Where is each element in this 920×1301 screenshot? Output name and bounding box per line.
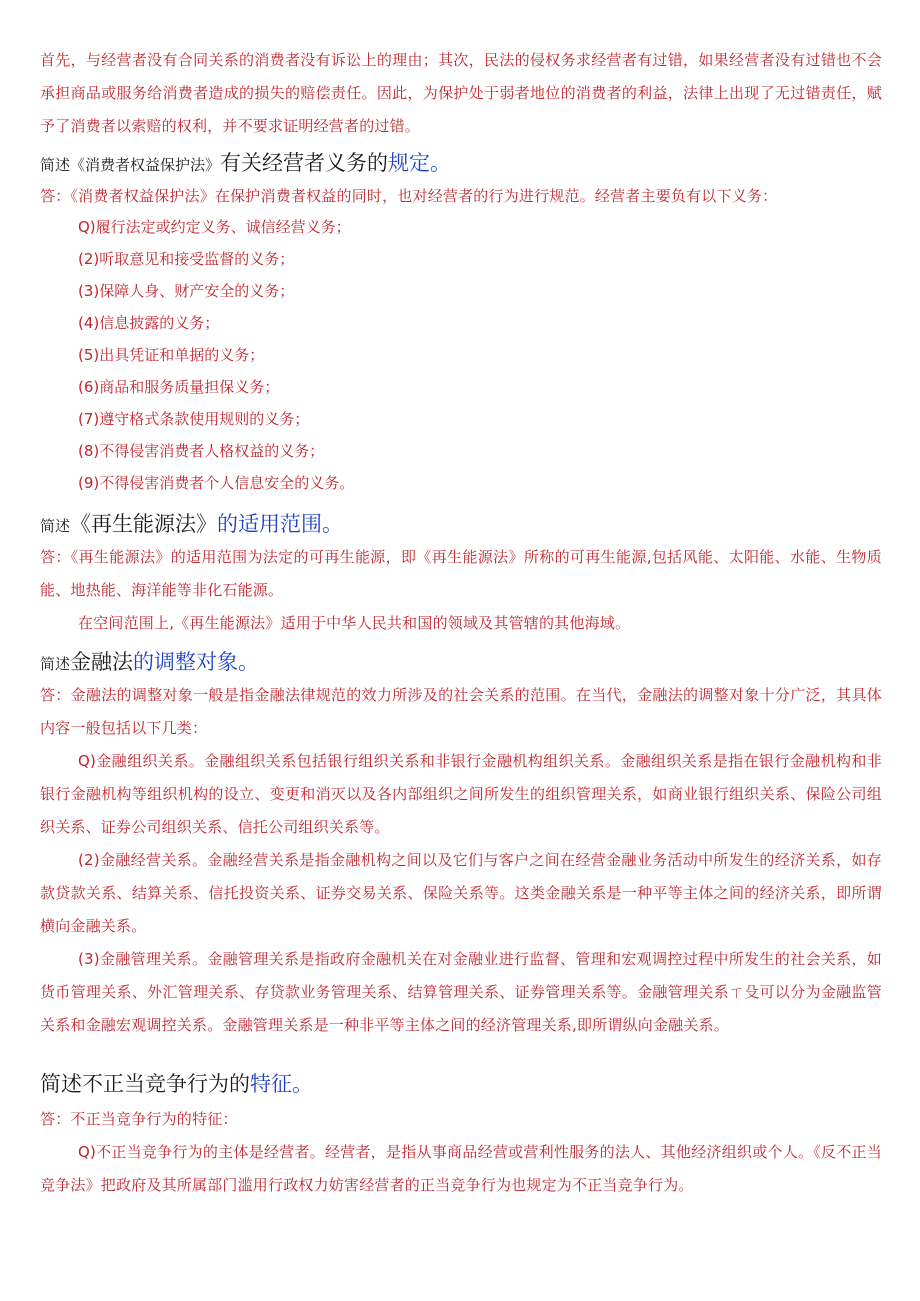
question-3-heading bbox=[40, 645, 882, 681]
q3-item-3: (3)金融管理关系。金融管理关系是指政府金融机关在对金融业进行监督、管理和宏观调控过程中所发生的社会关系，如货币管理关系、外汇管理关系、存贷款业务管理关系、结算管理关系、证券管理关系等。金融管理关系ㄒ殳可以分为金融监管关系和金融宏观调控关系。金融管理关系是一种非平等主体之间的经济管理关系,即所谓纵向金融关系。 bbox=[40, 950, 882, 1034]
question-3-answer bbox=[40, 679, 882, 1042]
intro-section bbox=[40, 44, 882, 143]
q2-prefix: 简述 bbox=[40, 517, 71, 535]
list-item: Q)履行法定或约定义务、诚信经营义务； bbox=[78, 218, 351, 236]
q1-duty-list bbox=[40, 211, 882, 499]
intro-paragraph: 首先，与经营者没有合同关系的消费者没有诉讼上的理由；其次，民法的侵权务求经营者有过错，如果经营者没有过错也不会承担商品或服务给消费者造成的损失的赔偿责任。因此，为保护处于弱者地位的消费者的利益，法律上出现了无过错责任，赋予了消费者以索赔的权利，并不要求证明经营者的过错。 bbox=[40, 51, 882, 135]
question-4-heading bbox=[40, 1066, 882, 1104]
q3-item-1: Q)金融组织关系。金融组织关系包括银行组织关系和非银行金融机构组织关系。金融组织关系是指在银行金融机构和非银行金融机构等组织机构的设立、变更和消灭以及各内部组织之间所发生的组织管理关系，如商业银行组织关系、保险公司组织关系、证券公司组织关系、信托公司组织关系等。 bbox=[40, 752, 882, 836]
q3-answer-text: 答：金融法的调整对象一般是指金融法律规范的效力所涉及的社会关系的范围。在当代，金融法的调整对象十分广泛，其具体内容一般包括以下几类： bbox=[40, 686, 882, 737]
question-4-answer bbox=[40, 1103, 882, 1202]
list-item: (8)不得侵害消费者人格权益的义务； bbox=[78, 442, 325, 460]
q1-answer-text: 答：《消费者权益保护法》在保护消费者权益的同时，也对经营者的行为进行规范。经营者主要负有以下义务： bbox=[40, 187, 778, 205]
list-item: (4)信息披露的义务； bbox=[78, 314, 220, 332]
q1-highlight: 规定。 bbox=[388, 151, 452, 175]
q2-answer-text: 答：《再生能源法》的适用范围为法定的可再生能源，即《再生能源法》所称的可再生能源,包括风能、太阳能、水能、生物质能、地热能、海洋能等非化石能源。 bbox=[40, 548, 882, 599]
q4-highlight: 特征。 bbox=[250, 1072, 313, 1096]
question-1-answer bbox=[40, 180, 882, 213]
list-item: (3)保障人身、财产安全的义务； bbox=[78, 282, 295, 300]
q4-main: 简述不正当竞争行为的 bbox=[40, 1072, 250, 1096]
q3-main: 金融法 bbox=[70, 650, 134, 674]
q3-prefix: 简述 bbox=[40, 655, 71, 673]
q4-item-1: Q)不正当竞争行为的主体是经营者。经营者，是指从事商品经营或营利性服务的法人、其他经济组织或个人。《反不正当竞争法》把政府及其所属部门滥用行政权力妨害经营者的正当竞争行为也规定为不正当竞争行为。 bbox=[40, 1143, 882, 1194]
q3-item-2: (2)金融经营关系。金融经营关系是指金融机构之间以及它们与客户之间在经营金融业务活动中所发生的经济关系，如存款贷款关系、结算关系、信托投资关系、证券交易关系、保险关系等。这类金融关系是一种平等主体之间的经济关系，即所谓横向金融关系。 bbox=[40, 851, 882, 935]
list-item: (7)遵守格式条款使用规则的义务； bbox=[78, 410, 310, 428]
q2-main: 《再生能源法》 bbox=[70, 512, 218, 536]
list-item: (9)不得侵害消费者个人信息安全的义务。 bbox=[78, 474, 355, 492]
question-2-heading bbox=[40, 507, 882, 543]
question-2-answer bbox=[40, 541, 882, 640]
q1-main: 有关经营者义务的 bbox=[220, 151, 389, 175]
q2-spatial-scope: 在空间范围上,《再生能源法》适用于中华人民共和国的领域及其管辖的其他海域。 bbox=[78, 614, 631, 632]
list-item: (5)出具凭证和单据的义务； bbox=[78, 346, 265, 364]
question-1-heading bbox=[40, 146, 882, 182]
q2-highlight: 的适用范围。 bbox=[217, 512, 344, 536]
list-item: (2)听取意见和接受监督的义务； bbox=[78, 250, 295, 268]
list-item: (6)商品和服务质量担保义务； bbox=[78, 378, 280, 396]
q3-highlight: 的调整对象。 bbox=[133, 650, 260, 674]
q4-answer-text: 答：不正当竞争行为的特征： bbox=[40, 1110, 238, 1128]
q1-prefix: 简述《消费者权益保护法》 bbox=[40, 156, 221, 174]
